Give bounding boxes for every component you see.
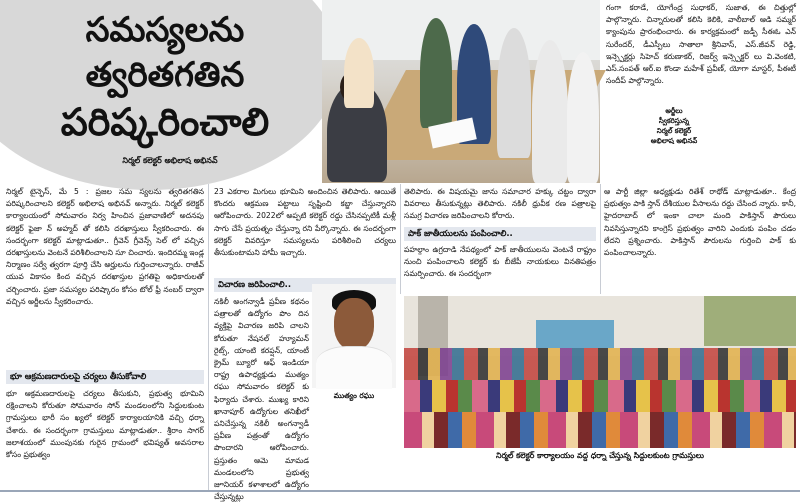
column-4-top-text: గంగా కరాడే, యోగేంద్ర సుధాకర్, సుజాత, ఈ చిత్తుల్లో పాల్గొన్నారు. చిన్నారులతో కలిసి కెలికి, వాలీబాల్ ఆడి సమ్మర్ క్యాంపును ప్రారంభించారు. ఈ కార్యక్రమంలో జడ్పీ సీఈఓ ఎన్ సురేందర్, డీఎస్పీలు సాతాలా శ్రీనివాస్, ఎస్.జీవన్ రెడ్డి, ఇన్స్పెక్టర్లు సిహెచ్ కరుణాకర్, రిజర్వ్ ఇన్స్పెక్టర్ లు వి.వెంకటి, ఎస్.సంపత్ ఆర్.ఐ కొండా మహేశ్ ప్రవీణ్, యోగా మాస్టర్, పీఈటీ సందీప్ పాల్గొన్నారు. (606, 3, 796, 86)
byline: నిర్మల్ కలెక్టర్ అభిలాష అభినవ్ (122, 156, 218, 165)
column-2-body-2: నకిలీ అంగన్వాడీ ప్రవీణ కథనం పత్రాలతో ఉద్యోగం పొం దిన వ్యక్తిపై విచారణ జరిపి చాలని కోరుతూ నేషనల్ హ్యూమన్ రైట్స్, యాంటి కరప్షన్, యాంటీ క్రైమ్ బ్యూరో ఆఫ్ ఇండియా రాష్ట్ర ఉపాధ్యక్షుడు ముత్యం రఘు సోమవారం కలెక్టర్ కు ఫిర్యాదు చేశారు. ముఖ్య కారిని ఖానాపూర్ ఉద్యోగుల తనిఖీలో పనిచేస్తున్న నకిలీ అంగన్వాడీ ప్రవీణ పత్రంతో ఉద్యోగం పొందారని ఆరోపించారు. ప్రస్తుతం ఆమె మామడ మండలంలోని ప్రభుత్వ జూనియర్ కళాశాలలో ఉద్యోగం చేస్తున్నట్లు (214, 297, 309, 502)
top-photo-caption (632, 106, 716, 146)
headline-line-2: త్వరితగతిన (85, 55, 245, 95)
person-standing-4 (532, 40, 568, 183)
person-woman (344, 38, 374, 108)
banner (536, 320, 614, 348)
top-photo-caption-line-2: స్వీకరిస్తున్న (658, 117, 690, 125)
gutter-right (600, 184, 601, 294)
column-2-subhead: విచారణ జరిపించాలి.. (218, 279, 292, 289)
person-standing-1 (420, 18, 452, 128)
headline-line-1: సమస్యలను (85, 10, 245, 50)
crowd-row-back (404, 348, 796, 382)
top-photo-collector-receiving-petitions (322, 0, 600, 183)
portrait-caption: ముత్యం రఘు (333, 391, 375, 400)
crowd-row-mid (404, 380, 796, 414)
gutter-left (208, 184, 209, 490)
gutter-mid (400, 184, 401, 294)
column-1-body-2: భూ ఆక్రమణదారులపై చర్యలు తీసుకుని, ప్రభుత్వ భూమిని రక్షించాలని కోరుతూ సోమవారం సోన్ మండలంలోని సిద్దులకుంట గ్రామస్తులు భారీ సం ఖ్యలో కలెక్టర్ కార్యాలయానికి వచ్చి ధర్నా చేశారు. ఈ సందర్భంగా గ్రామస్తులు మాట్లాడుతూ.. శ్రీరాం సాగర్ జలాశయంలో ముంపునకు గురైన గ్రామంలో భవిష్యత్ అవసరాల కోసం ప్రభుత్వం (6, 389, 204, 460)
portrait-photo-mutyam-raghu (312, 284, 396, 388)
person-standing-5 (567, 52, 599, 183)
portrait-shirt (316, 346, 392, 389)
top-photo-caption-line-1: అర్జీలు (665, 107, 683, 115)
column-3-subhead: పాక్ జాతీయులను పంపించాలి.. (408, 228, 513, 238)
column-3-body: తెలిపారు. ఈ విషయమై జాను సమాచార హక్కు చట్టం ద్వారా వివరాలు తీసుకున్నట్లు తెలిపారు. నకిలీ ధ్రువీక రణ పత్రాలపై సమగ్ర విచారణ జరిపించాలని కోరారు. (404, 187, 596, 221)
top-photo-caption-line-3: నిర్మల్ కలెక్టర్ (656, 127, 692, 135)
column-1-body: నిర్మల్ టైన్ఫెస్, మే 5 : ప్రజల సమ స్యలను త్వరితగతిన పరిష్కరించాలని కలెక్టర్ అభిలాష అభినవ్ అన్నారు. నిర్మల్ కలెక్టర్ కార్యాలయంలో సోమవారం నిర్వ హించిన ప్రజావాణిలో అదనపు కలెక్టర్ ఫైజా న్ అహ్మద్ తో కలిసి దరఖాస్తులు స్వీకరించారు. ఈ సందర్భంగా కలెక్టర్ మాట్లాడుతూ.. గ్రీవెన్ గ్రీవెన్స్ సెల్ లో వచ్చిన దరఖాస్తులను వెంటనే పరిశీలించాలని సూ చించారు. ఇందిరమ్మ ఇండ్ల నిర్మాణం సర్వే త్వరగా పూర్తి చేసి అర్హులను గుర్తించాలన్నారు. రాజీవ్ యువ వికాసం కింద వచ్చిన దరఖాస్తుల ప్రగతిపై అధికారులతో చర్చించారు. ప్రజా సమస్యల పరిష్కారం కోసం టోల్ ఫ్రీ నంబర్ ద్వారా వచ్చిన అర్జీలను స్వీకరించారు. (6, 187, 205, 306)
person-standing-3 (497, 28, 531, 158)
column-2-body: 23 ఎకరాల మిగులు భూమిని అందించిన తెలిపారు. ఆయితే కొందరు ఆక్రమణ పట్టాలు సృష్టించి కబ్జా చేస్తున్నారని ఆరోపించారు. 2022లో అప్పటి కలెక్టర్ రద్దు చేసినప్పటికీ మళ్లీ సాగు చేసే ప్రయత్నం చేస్తున్నా రని పేర్కొన్నారు. ఈ సందర్భంగా కలెక్టర్ వివరిస్తూ సమస్యలను పరిశీలించి చర్యలు తీసుకుంటామని హామీ ఇచ్చారు. (214, 187, 396, 258)
bottom-photo-caption: నిర్మల్ కలెక్టర్ కార్యాలయం వద్ద ధర్నా చేస్తున్న సిద్దులకుంట గ్రామస్తులు (496, 451, 704, 460)
column-1-subhead: భూ ఆక్రమణదారులపై చర్యలు తీసుకోవాలి (10, 371, 147, 381)
portrait-face (334, 298, 374, 350)
trees (704, 296, 796, 346)
top-photo-caption-line-4: అభిలాష అభినవ్ (650, 137, 698, 145)
bottom-photo-villagers-protest (404, 296, 796, 448)
headline-line-3: పరిష్కరించాలి (60, 100, 270, 144)
column-3-body-2: పహల్గాం ఉగ్రదాడి నేపథ్యంలో పాక్ జాతీయులను వెంటనే రాష్ట్రం నుంచి పంపించాలని కలెక్టర్ కు బీజేపీ నాయకులు వినతిపత్రం సమర్పించారు. ఈ సందర్భంగా (404, 245, 596, 279)
column-4-body: ఆ పార్టీ జిల్లా అధ్యక్షుడు రితేశ్ రాథోడ్ మాట్లాడుతూ.. కేంద్ర ప్రభుత్వం పాకి స్తాన్ దేశీయుల వీసాలను రద్దు చేసింద న్నారు. కానీ, హైదరాబాద్ లో ఇంకా చాలా మంది పాకిస్తాన్ పౌరులు నివసిస్తున్నారని కాంగ్రెస్ ప్రభుత్వం వారిని ఎందుకు పంపిం చడం లేదని ప్రశ్నించారు. పాకిస్తాన్ పౌరులను గుర్తించి పాక్ కు పంపించాలన్నారు. (604, 187, 796, 258)
crowd-row-front (404, 412, 796, 448)
page-border-bottom (0, 490, 800, 492)
headline-block (0, 0, 330, 175)
